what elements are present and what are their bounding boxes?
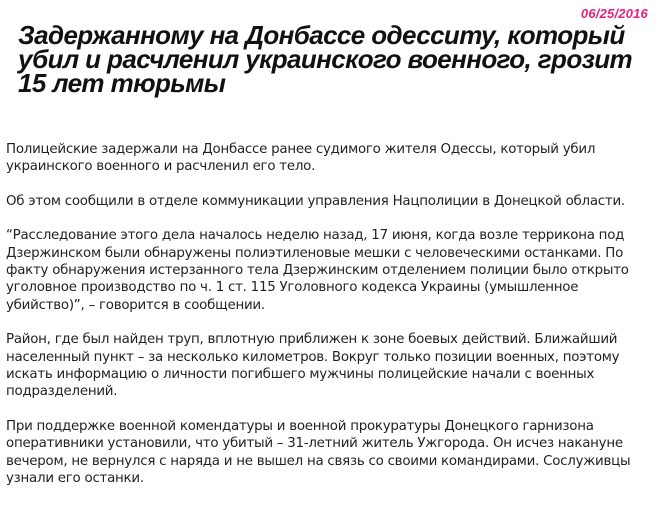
- article-paragraph: Район, где был найден труп, вплотную приближен к зоне боевых действий. Ближайший населенный пункт – за несколько километров. Вокруг только позиции военных, поэтому искать информацию о личности погибшего мужчины полицейские начали с военных подразделений.: [6, 332, 620, 400]
- article-paragraph: Полицейские задержали на Донбассе ранее судимого жителя Одессы, который убил украинского военного и расчленил его тело.: [6, 142, 596, 175]
- article-headline: Задержанному на Донбассе одесситу, который убил и расчленил украинского военного, грозит 15 лет тюрьмы: [18, 20, 633, 98]
- article-paragraph: Об этом сообщили в отделе коммуникации управления Нацполиции в Донецкой области.: [6, 193, 625, 209]
- article-paragraph: “Расследование этого дела началось неделю назад, 17 июня, когда возле терриконa под Дзержинском были обнаружены полиэтиленовые мешки с человеческими останками. По факту обнаружения истерзанного тела Дзержинским отделением полиции было открыто уголовное производство по ч. 1 ст. 115 Уголовного кодекса Украины (умышленное убийство)”, – говорится в сообщении.: [6, 228, 629, 313]
- article-paragraph: При поддержке военной комендатуры и военной прокуратуры Донецкого гарнизона оперативники установили, что убитый – 31-летний житель Ужгорода. Он исчез накануне вечером, не вернулся с наряда и не вышел на связь со своими командирами. Сослуживцы узнали его останки.: [6, 418, 631, 487]
- publish-date: 06/25/2016: [580, 6, 648, 21]
- article-body: [6, 141, 652, 505]
